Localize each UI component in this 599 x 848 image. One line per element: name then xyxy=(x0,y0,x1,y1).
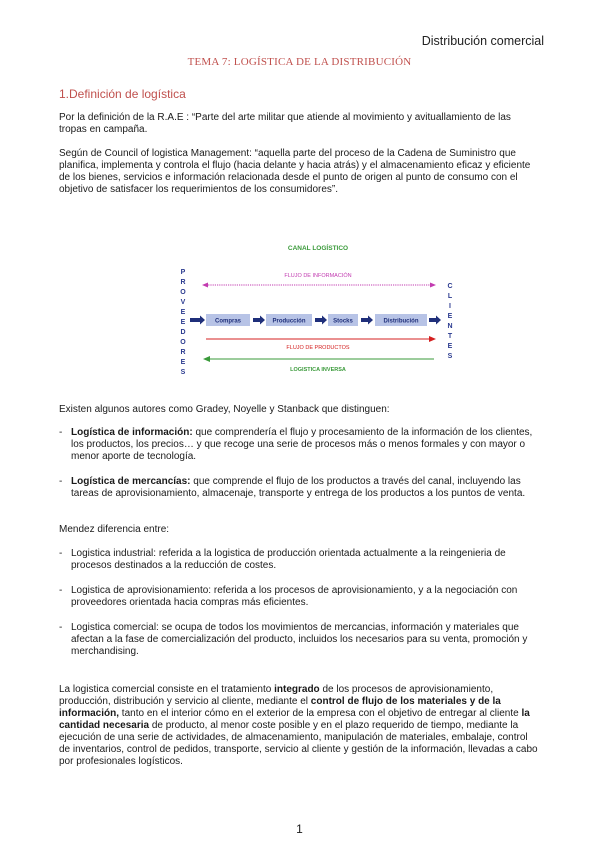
svg-text:T: T xyxy=(447,333,453,340)
svg-text:R: R xyxy=(180,279,186,286)
section-heading: 1.Definición de logística xyxy=(59,87,186,101)
closing-text-2: de los procesos de aprovisionamiento, producción, distribución y servicio al cliente, mediante el xyxy=(59,684,494,707)
list-dash: - xyxy=(59,585,63,596)
list-dash: - xyxy=(59,427,63,438)
document-title: TEMA 7: LOGÍSTICA DE LA DISTRIBUCIÓN xyxy=(187,56,412,68)
logistics-channel-diagram xyxy=(170,236,466,382)
svg-text:S: S xyxy=(180,369,186,376)
list-dash: - xyxy=(59,548,63,559)
svg-text:O: O xyxy=(180,289,186,296)
list-dash: - xyxy=(59,476,63,487)
list-item-text: Logistica industrial: referida a la logistica de producción orientada actualmente a la reingenieria de procesos destinados a la reducción de costes. xyxy=(71,548,506,571)
svg-text:I: I xyxy=(449,303,451,310)
list-dash: - xyxy=(59,622,63,633)
svg-text:E: E xyxy=(180,359,186,366)
closing-text-4: de producto, al menor coste posible y en el plazo requerido de tiempo, mediante la ejecución de una serie de actividades, de almacenamiento, manipulación de materiales, embalaje, control de inventarios, control de pedidos, transporte, servicio al cliente y gestión de la información, llevadas a cabo por profesionales logísticos. xyxy=(59,720,538,767)
authors-intro: Existen algunos autores como Gradey, Noyelle y Stanback que distinguen: xyxy=(59,404,390,415)
list-item-text xyxy=(71,476,539,500)
svg-text:N: N xyxy=(447,323,453,330)
svg-text:P: P xyxy=(180,269,186,276)
closing-bold-cantidad: la cantidad necesaria xyxy=(59,708,530,731)
svg-text:E: E xyxy=(447,313,453,320)
svg-text:S: S xyxy=(447,353,453,360)
step-produccion-label: Producción xyxy=(272,318,306,325)
svg-text:D: D xyxy=(180,329,186,336)
council-definition: Según de Council of logistica Management: “aquella parte del proceso de la Cadena de Suministro que planifica, implementa y controla el flujo (hacia delante y hacia atrás) y el almacenamiento eficaz y eficiente de los bienes, servicios e información relacionada desde el punto de origen al punto de consumo con el objetivo de satisfacer los requerimientos de los consumidores”. xyxy=(59,148,531,195)
svg-text:V: V xyxy=(180,299,186,306)
closing-text-1: La logistica comercial consiste en el tratamiento xyxy=(59,684,275,695)
svg-text:O: O xyxy=(180,339,186,346)
list-item-text: Logistica de aprovisionamiento: referida a los procesos de aprovisionamiento, y a la negociación con proveedores orientada hacia compras más eficientes. xyxy=(71,585,518,608)
list-item-description: que comprendería el flujo y procesamiento de la información de los clientes, los productos, los precios… y que recoge una serie de procesos más o menos formales y con mayor o menor aporte de tecnología. xyxy=(71,427,533,462)
list-item-text: Logistica comercial: se ocupa de todos los movimientos de mercancias, información y materiales que afectan a la fase de comercialización del producto, incluidos los necesarios para su venta, promoción y merchandising. xyxy=(71,622,528,657)
step-distribucion-label: Distribución xyxy=(383,318,419,325)
mendez-intro: Mendez diferencia entre: xyxy=(59,524,170,535)
svg-text:L: L xyxy=(447,293,453,300)
list-item-term: Logística de información: xyxy=(71,427,193,438)
running-header: Distribución comercial xyxy=(421,34,544,48)
svg-text:R: R xyxy=(180,349,186,356)
canal-label: CANAL LOGÍSTICO xyxy=(287,245,349,252)
rae-definition: Por la definición de la R.A.E : “Parte del arte militar que atiende al movimiento y avituallamiento de las tropas en campaña. xyxy=(59,112,511,135)
list-item-term: Logística de mercancías: xyxy=(71,476,191,487)
page-number: 1 xyxy=(296,822,303,836)
svg-text:E: E xyxy=(447,343,453,350)
closing-bold-control: control de flujo de los materiales y de la información, xyxy=(59,696,501,719)
svg-text:C: C xyxy=(447,283,453,290)
svg-text:E: E xyxy=(180,319,186,326)
list-item-text xyxy=(71,427,539,463)
product-flow-label: FLUJO DE PRODUCTOS xyxy=(286,345,350,351)
svg-text:E: E xyxy=(180,309,186,316)
closing-paragraph xyxy=(59,684,541,768)
closing-bold-integrado: integrado xyxy=(274,684,320,695)
closing-text-3: tanto en el interior cómo en el exterior de la empresa con el objetivo de entregar al cliente xyxy=(119,708,522,719)
reverse-logistics-label: LOGISTICA INVERSA xyxy=(290,367,346,373)
list-item-description: que comprende el flujo de los productos a través del canal, incluyendo las tareas de aprovisionamiento, almacenaje, transporte y entrega de los productos a los puntos de venta. xyxy=(71,476,526,499)
info-flow-label: FLUJO DE INFORMACIÓN xyxy=(284,273,352,279)
step-stocks-label: Stocks xyxy=(333,318,353,325)
step-compras-label: Compras xyxy=(214,318,242,325)
